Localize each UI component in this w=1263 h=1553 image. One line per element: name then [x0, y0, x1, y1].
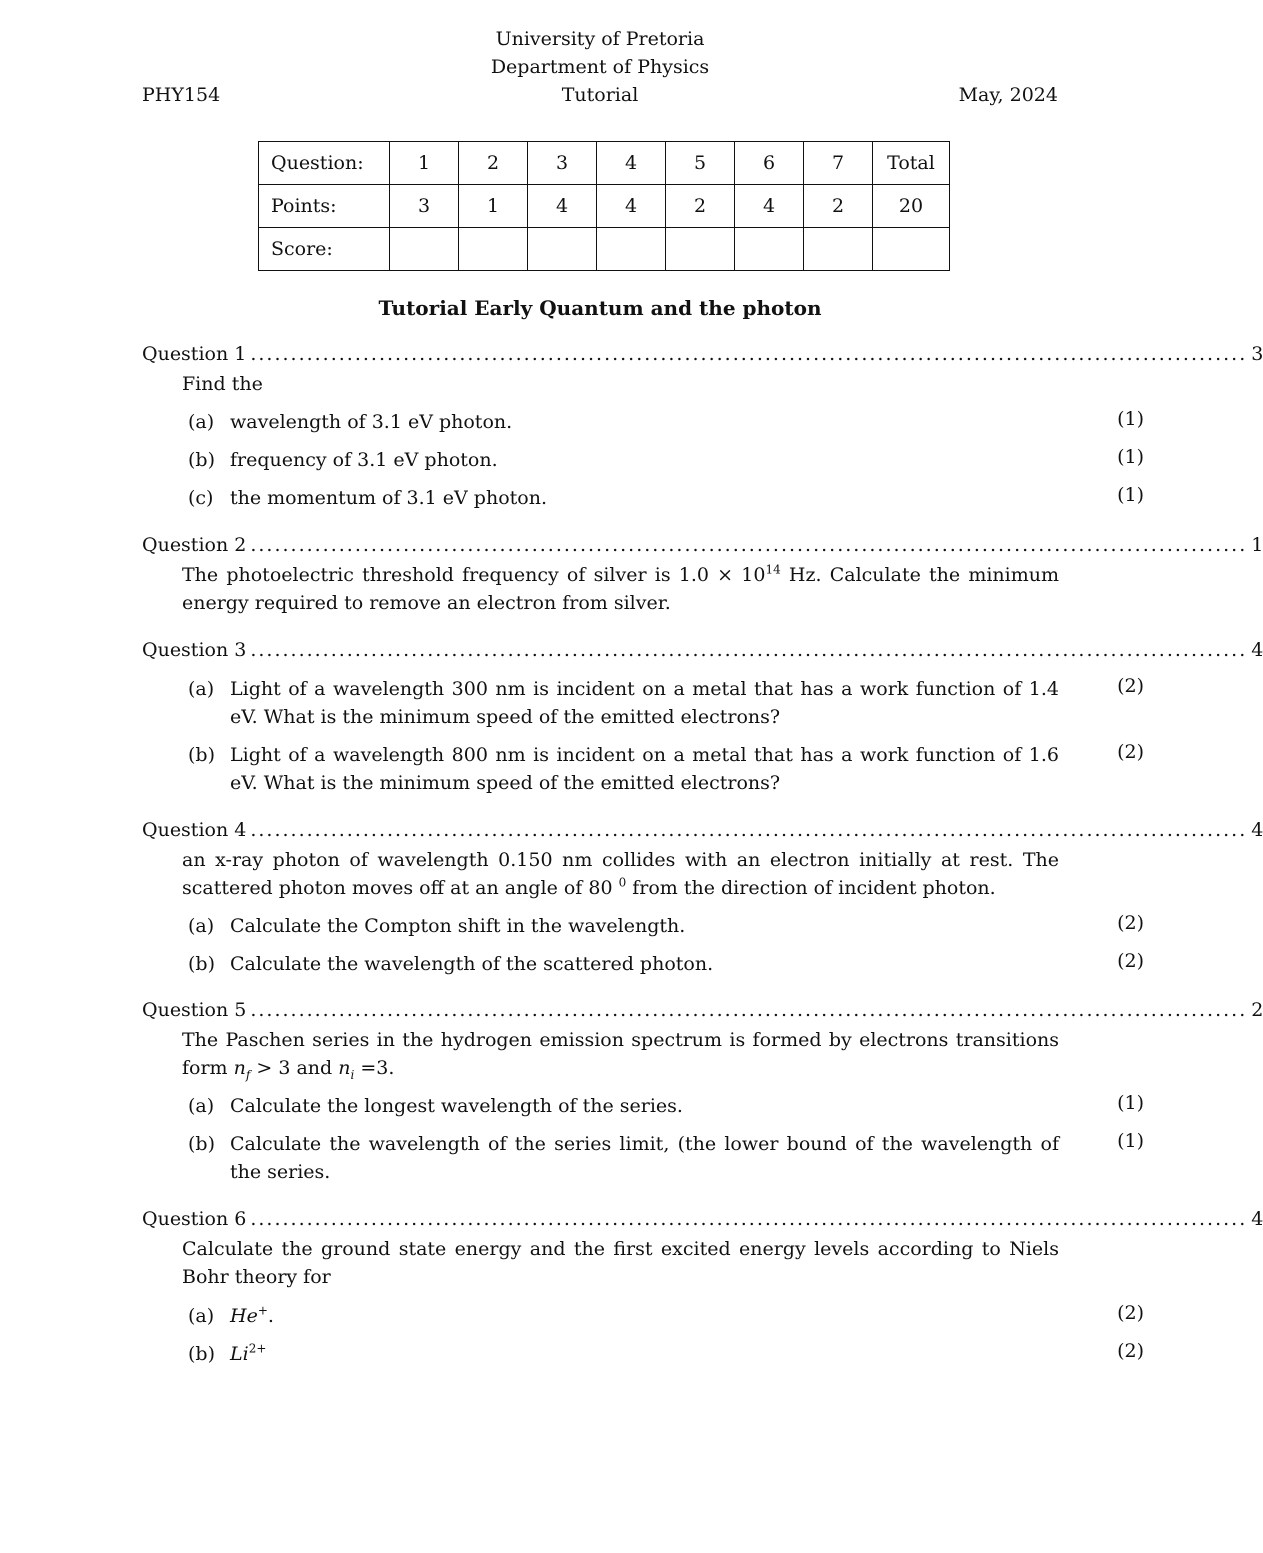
total-points-cell: 20: [873, 185, 950, 228]
document-type: Tutorial: [561, 84, 639, 106]
question-number-cell: 7: [804, 142, 873, 185]
part-marks: (1): [1117, 484, 1144, 506]
points-cell: 2: [666, 185, 735, 228]
part-label: (a): [188, 1305, 215, 1327]
question-number-cell: 2: [459, 142, 528, 185]
dot-leader: ............................................................................................................................: [250, 1208, 1248, 1230]
math-variable: n: [233, 1057, 246, 1079]
question-heading: [142, 639, 1263, 661]
part-marks: (1): [1117, 446, 1144, 468]
exponent: 14: [765, 562, 781, 577]
grade-table: [258, 141, 950, 271]
question-part: [188, 741, 1059, 797]
math-subscript: f: [245, 1067, 251, 1082]
score-cell[interactable]: [735, 228, 804, 271]
score-cell[interactable]: [528, 228, 597, 271]
question-number-cell: 5: [666, 142, 735, 185]
part-marks: (2): [1117, 741, 1144, 763]
score-cell[interactable]: [390, 228, 459, 271]
part-label: (a): [188, 411, 215, 433]
department-name: Department of Physics: [490, 56, 710, 78]
part-label: (b): [188, 1343, 215, 1365]
part-marks: (1): [1117, 1092, 1144, 1114]
question-heading: [142, 999, 1263, 1021]
dot-leader: ............................................................................................................................: [250, 819, 1248, 841]
question-points: 4: [1251, 639, 1263, 661]
math-subscript: i: [350, 1067, 355, 1082]
points-cell: 3: [390, 185, 459, 228]
total-label-cell: Total: [873, 142, 950, 185]
row-label-question: Question:: [259, 142, 390, 185]
intro-text: an x-ray photon of wavelength 0.150 nm collides with an electron initially at rest. The scattered photon moves off at an angle of 80: [182, 849, 1059, 899]
question-intro: [182, 1026, 1059, 1082]
part-marks: (1): [1117, 408, 1144, 430]
points-cell: 4: [528, 185, 597, 228]
question-heading: [142, 1208, 1263, 1230]
part-label: (a): [188, 678, 215, 700]
grade-row-points: [259, 185, 950, 228]
intro-text: from the direction of incident photon.: [626, 877, 996, 899]
question-part: [188, 912, 1059, 940]
question-part: [188, 446, 1059, 474]
part-marks: (2): [1117, 950, 1144, 972]
question-part: [188, 675, 1059, 731]
row-label-points: Points:: [259, 185, 390, 228]
part-label: (b): [188, 1133, 215, 1155]
ion-charge: 2+: [248, 1341, 267, 1356]
part-text: Calculate the Compton shift in the wavelength.: [230, 915, 686, 937]
part-text: frequency of 3.1 eV photon.: [230, 449, 498, 471]
total-score-cell[interactable]: [873, 228, 950, 271]
question-intro: Calculate the ground state energy and the first excited energy levels according to Niels Bohr theory for: [182, 1238, 1059, 1288]
question-points: 3: [1251, 343, 1263, 365]
grade-row-question: [259, 142, 950, 185]
part-text: [230, 1340, 1059, 1368]
intro-text: Hz. Calculate the minimum energy required to remove an electron from silver.: [182, 564, 1059, 614]
part-marks: (2): [1117, 1340, 1144, 1362]
intro-text: > 3 and: [250, 1057, 339, 1079]
question-label: Question 5: [142, 999, 247, 1021]
score-cell[interactable]: [597, 228, 666, 271]
university-name: University of Pretoria: [495, 28, 705, 50]
part-text: the momentum of 3.1 eV photon.: [230, 487, 547, 509]
question-label: Question 2: [142, 534, 247, 556]
math-variable: n: [338, 1057, 351, 1079]
part-text: Calculate the wavelength of the series limit, (the lower bound of the wavelength of the series.: [230, 1133, 1059, 1183]
question-part: [188, 950, 1059, 978]
part-marks: (2): [1117, 675, 1144, 697]
part-marks: (2): [1117, 912, 1144, 934]
part-text: [230, 1302, 1059, 1330]
grade-row-score: [259, 228, 950, 271]
question-part: [188, 1092, 1059, 1120]
tutorial-title: Tutorial Early Quantum and the photon: [378, 296, 822, 320]
part-label: (c): [188, 487, 214, 509]
part-label: (b): [188, 449, 215, 471]
part-suffix: .: [267, 1305, 274, 1327]
question-label: Question 3: [142, 639, 247, 661]
row-label-score: Score:: [259, 228, 390, 271]
question-intro: [182, 561, 1059, 617]
question-points: 4: [1251, 819, 1263, 841]
part-label: (b): [188, 953, 215, 975]
part-text: Calculate the wavelength of the scattered photon.: [230, 953, 714, 975]
part-label: (a): [188, 1095, 215, 1117]
question-points: 4: [1251, 1208, 1263, 1230]
ion-charge: +: [257, 1303, 268, 1318]
document-date: May, 2024: [958, 84, 1058, 106]
part-text: Light of a wavelength 300 nm is incident on a metal that has a work function of 1.4 eV. What is the minimum speed of the emitted electrons?: [230, 678, 1059, 728]
question-part: [188, 1302, 1059, 1330]
question-number-cell: 4: [597, 142, 666, 185]
question-part: [188, 1340, 1059, 1368]
degree-superscript: 0: [618, 875, 627, 890]
question-part: [188, 1130, 1059, 1186]
score-cell[interactable]: [804, 228, 873, 271]
points-cell: 1: [459, 185, 528, 228]
dot-leader: ............................................................................................................................: [250, 534, 1248, 556]
question-part: [188, 408, 1059, 436]
intro-text: The Paschen series in the hydrogen emission spectrum is formed by electrons transitions form: [182, 1029, 1059, 1079]
part-label: (b): [188, 744, 215, 766]
question-number-cell: 3: [528, 142, 597, 185]
dot-leader: ............................................................................................................................: [250, 639, 1248, 661]
question-intro: Find the: [182, 373, 263, 395]
points-cell: 2: [804, 185, 873, 228]
part-marks: (2): [1117, 1302, 1144, 1324]
question-heading: [142, 343, 1263, 365]
intro-text: =3.: [354, 1057, 395, 1079]
question-number-cell: 6: [735, 142, 804, 185]
part-label: (a): [188, 915, 215, 937]
points-cell: 4: [735, 185, 804, 228]
points-cell: 4: [597, 185, 666, 228]
question-label: Question 4: [142, 819, 247, 841]
intro-text: The photoelectric threshold frequency of silver is 1.0 × 10: [182, 564, 766, 586]
question-heading: [142, 534, 1263, 556]
ion-symbol: He: [230, 1305, 258, 1327]
part-text: wavelength of 3.1 eV photon.: [230, 411, 513, 433]
dot-leader: ............................................................................................................................: [250, 343, 1248, 365]
part-text: Calculate the longest wavelength of the series.: [230, 1095, 683, 1117]
question-points: 1: [1251, 534, 1263, 556]
score-cell[interactable]: [459, 228, 528, 271]
part-marks: (1): [1117, 1130, 1144, 1152]
question-intro: [182, 846, 1059, 902]
question-points: 2: [1251, 999, 1263, 1021]
question-part: [188, 484, 1059, 512]
question-heading: [142, 819, 1263, 841]
course-code: PHY154: [142, 84, 221, 106]
question-label: Question 6: [142, 1208, 247, 1230]
part-text: Light of a wavelength 800 nm is incident on a metal that has a work function of 1.6 eV. What is the minimum speed of the emitted electrons?: [230, 744, 1059, 794]
score-cell[interactable]: [666, 228, 735, 271]
question-number-cell: 1: [390, 142, 459, 185]
ion-symbol: Li: [230, 1343, 249, 1365]
question-label: Question 1: [142, 343, 247, 365]
dot-leader: ............................................................................................................................: [250, 999, 1248, 1021]
